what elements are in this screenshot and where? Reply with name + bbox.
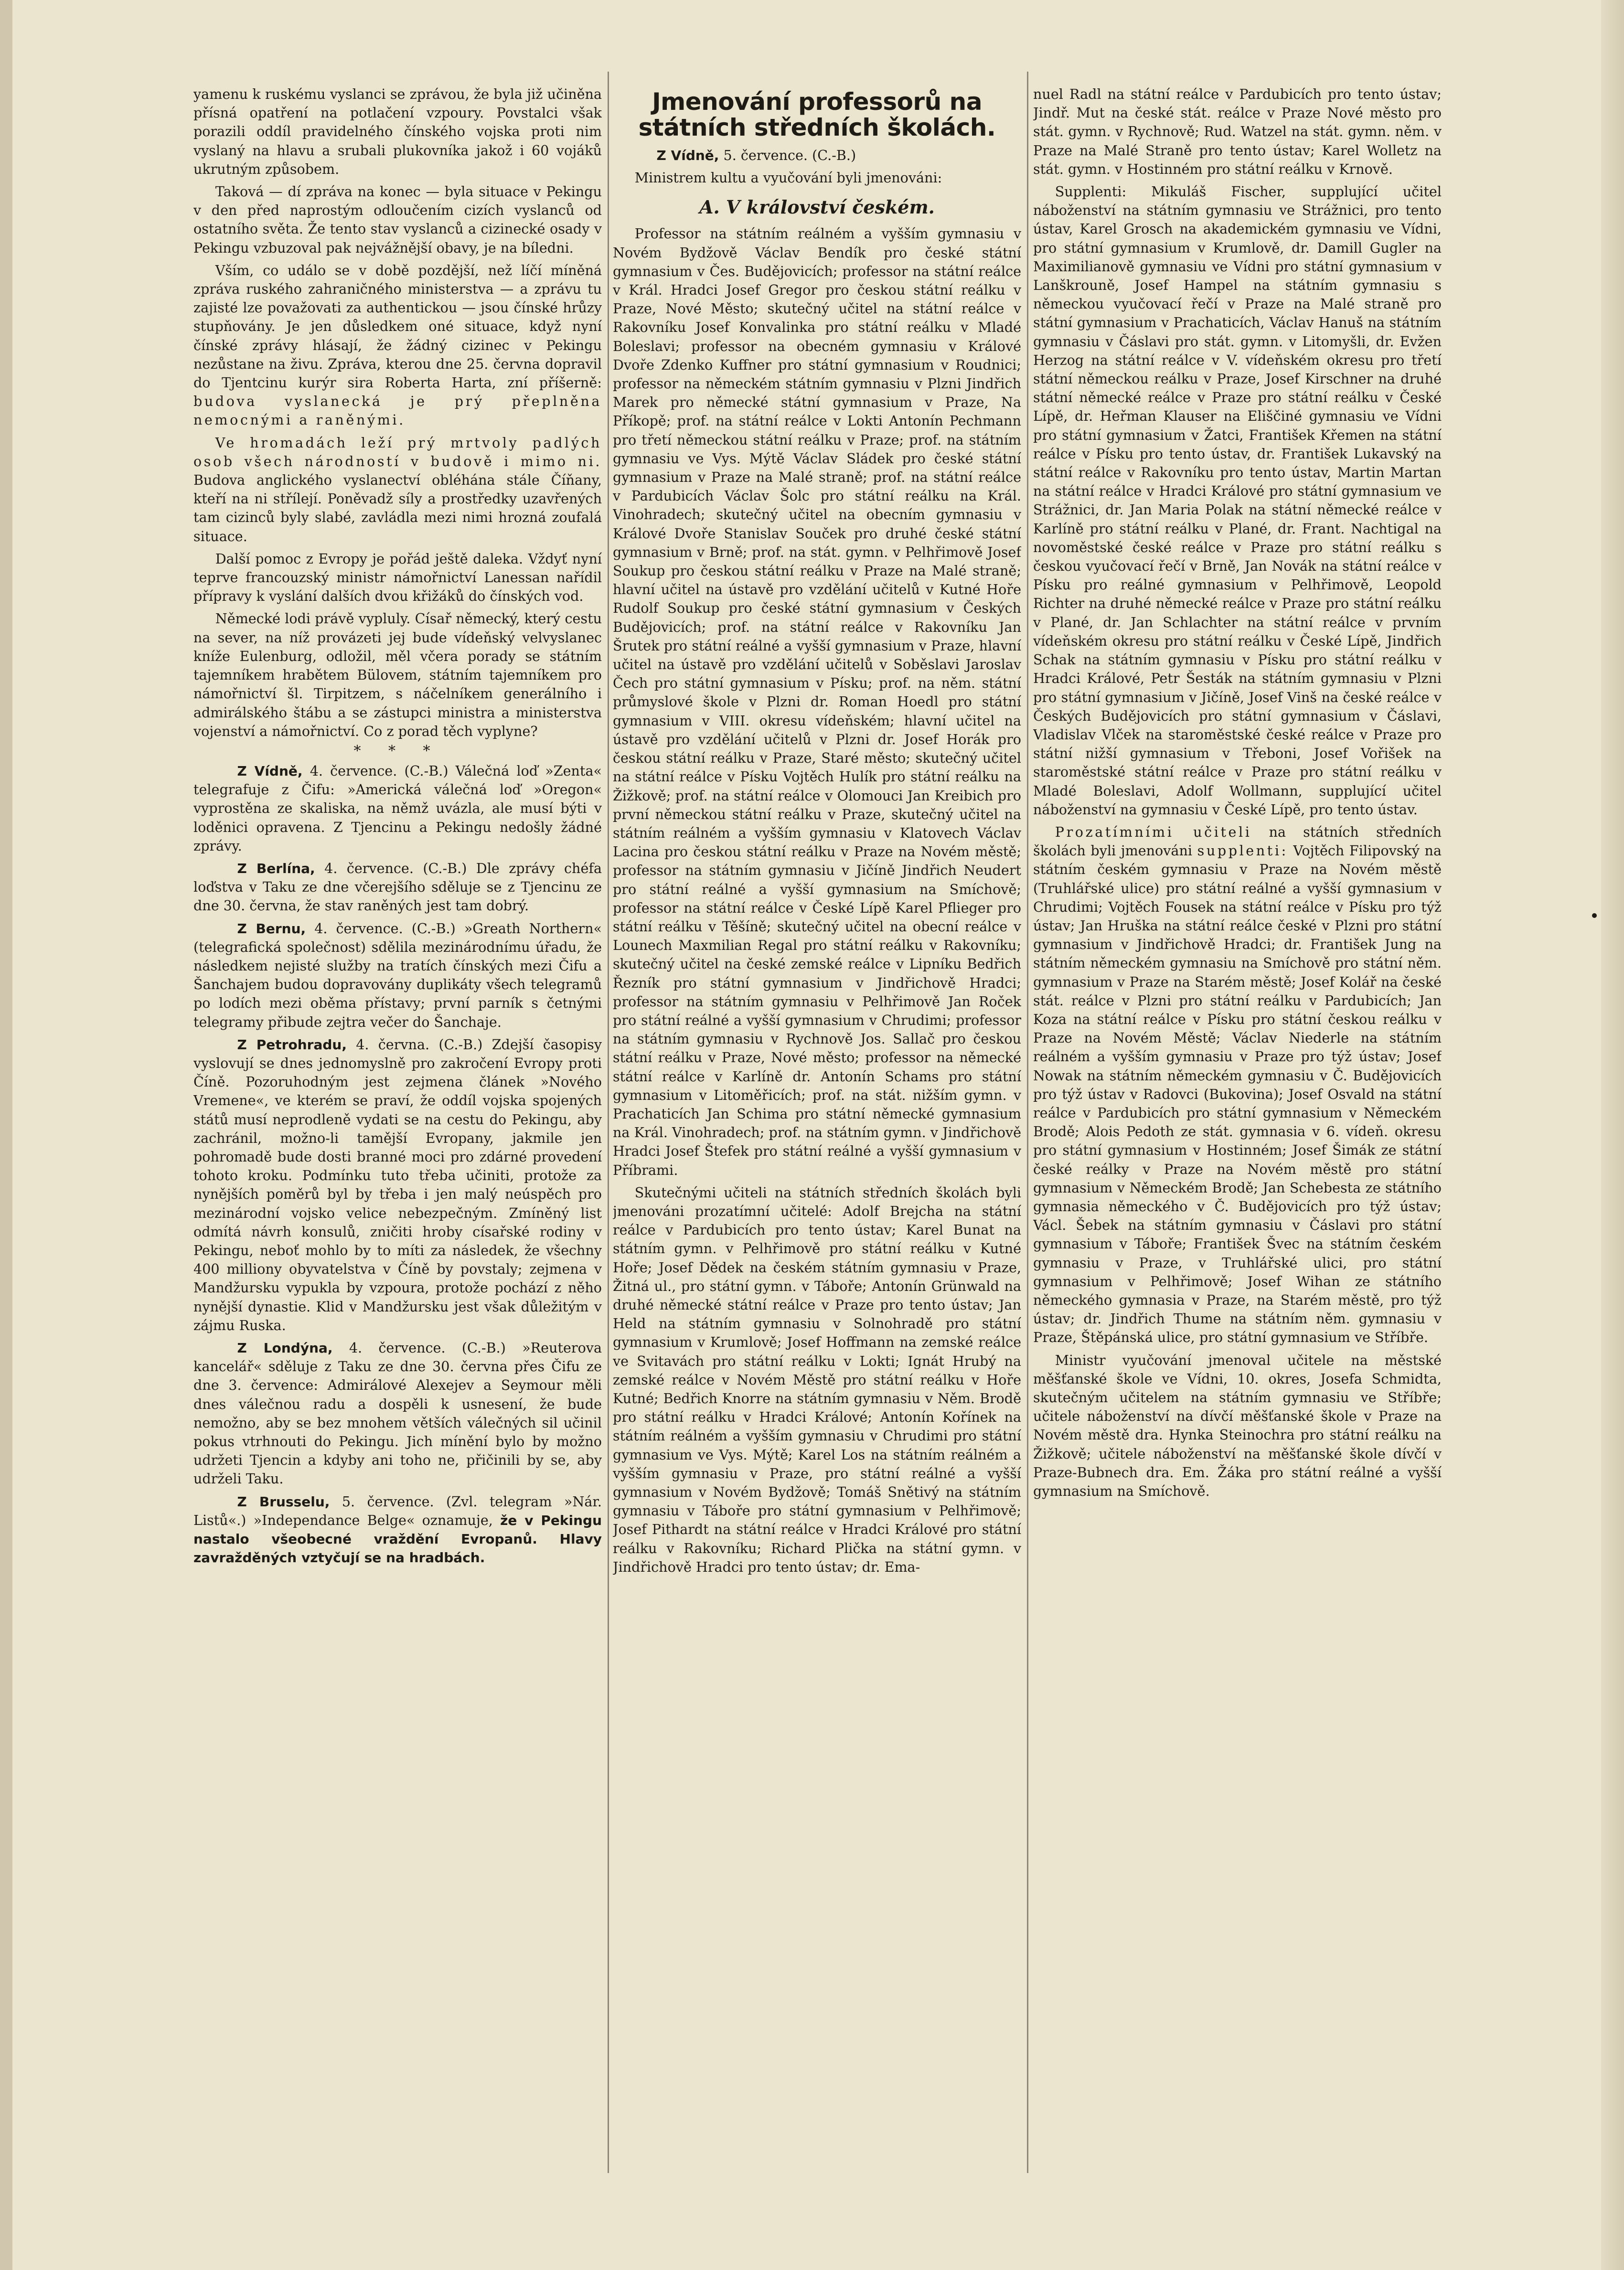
page-mark	[1592, 913, 1597, 918]
col1-paragraph-2: Taková — dí zpráva na konec — byla situace v Pekingu v den před naprostým odloučením cizích vyslanců od ostatního světa. Že tento stav vyslanců a cizinecké osady v Pekingu vzbuzoval pak nejvážnější obavy, je na bíledni.	[193, 183, 602, 256]
dispatch-petersburg	[193, 1035, 602, 1335]
col1-paragraph-6: Německé lodi právě vypluly. Císař německý, který cestu na sever, na níž provázeti jej bude vídeňský velvyslanec kníže Eulenburg, odložil, měl včera porady se státním tajemníkem hrabětem Bülovem, státním tajemníkem pro námořnictví šl. Tirpitzem, s náčelníkem generálního i admirálského štábu a se zástupci ministra a ministerstva vojenství a námořnictví. Co z porad těch vyplyne?	[193, 610, 602, 739]
article-dateline-text: 5. července. (C.-B.)	[719, 147, 856, 163]
dispatch-brussels-place: Z Brusselu,	[237, 1493, 330, 1510]
col2-paragraph-2: Skutečnými učiteli na státních středních školách byli jmenováni prozatímní učitelé: Adolf Brejcha na státní reálce v Pardubicích pro tento ústav; Karel Bunat na státním gymn. v Pelhřimově pro státní reálku v Kutné Hoře; Josef Dědek na českém státním gymnasiu v Praze, Žitná ul., pro státní gymn. v Táboře; Antonín Grünwald na druhé německé státní reálce v Praze pro tento ústav; Jan Held na státním gymnasiu v Solnohradě pro státní gymnasium v Krumlově; Josef Hoffmann na zemské reálce ve Svitavách pro státní reálku v Lokti; Ignát Hrubý na zemské reálce v Novém Městě pro státní reálku v Hoře Kutné; Bedřich Knorre na státním gymnasiu v Něm. Brodě pro státní reálku v Hradci Králové; Antonín Kořínek na státním reálném a vyšším gymnasiu v Chrudimi pro státní gymnasium ve Vys. Mýtě; Karel Los na státním reálném a vyšším gymnasiu v Praze, pro státní reálné a vyšší gymnasium v Novém Bydžově; Tomáš Snětivý na státním gymnasiu v Táboře pro státní gymnasium v Pelhřimově; Josef Pithardt na státní reálce v Hradci Králové pro státní reálku v Rakovníku; Richard Plička na státní gymn. v Jindřichově Hradci pro tento ústav; dr. Ema-	[613, 1184, 1021, 1575]
column-rule-2	[1027, 72, 1028, 2173]
col3-p3-spaced-a: Prozatímními učiteli	[1055, 823, 1252, 840]
col2-paragraph-1: Professor na státním reálném a vyšším gymnasiu v Novém Bydžově Václav Bendík pro české státní gymnasium v Čes. Budějovicích; professor na státní reálce v Král. Hradci Josef Gregor pro českou státní reálku v Praze, Nové Město; skutečný učitel na státní reálce v Rakovníku Josef Konvalinka pro státní reálku v Mladé Boleslavi; professor na obecném gymnasiu v Králové Dvoře Zdenko Kuffner pro státní gymnasium v Roudnici; professor na německém státním gymnasiu v Plzni Jindřich Marek pro německé státní gymnasium v Praze, Na Příkopě; prof. na státní reálce v Lokti Antonín Pechmann pro třetí německou státní reálku v Praze; prof. na státním gymnasiu ve Vys. Mýtě Václav Sládek pro české státní gymnasium v Praze na Malé straně; prof. na státní reálce v Pardubicích Václav Šolc pro státní reálku na Král. Vinohradech; skutečný učitel na obecním gymnasiu v Králové Dvoře Stanislav Souček pro druhé české státní gymnasium v Brně; prof. na stát. gymn. v Pelhřimově Josef Soukup pro českou státní reálku v Praze na Malé straně; hlavní učitel na ústavě pro vzdělání učitelů v Kutné Hoře Rudolf Soukup pro české státní gymnasium v Českých Budějovicích; prof. na státní reálce v Rakovníku Jan Šrutek pro státní reálné a vyšší gymnasium v Praze, hlavní učitel na ústavě pro vzdělání učitelů v Soběslavi Jaroslav Čech pro státní gymnasium v Písku; prof. na něm. státní průmyslové škole v Plzni dr. Roman Hoedl pro státní gymnasium v VIII. okresu vídeňském; hlavní učitel na ústavě pro vzdělání učitelů v Plzni dr. Josef Horák pro českou státní reálku v Praze, Staré město; skutečný učitel na státní reálce v Písku Vojtěch Hulík pro státní reálku na Žižkově; prof. na státní reálce v Olomouci Jan Kreibich pro první německou státní reálku v Praze, skutečný učitel na státním reálném a vyšším gymnasiu v Klatovech Václav Lacina pro českou státní reálku v Praze na Novém městě; professor na státním gymnasiu v Jičíně Jindřich Neudert pro státní reálné a vyšší gymnasium na Smíchově; professor na státní reálce v České Lípě Karel Pflieger pro státní reálku v Těšíně; skutečný učitel na obecní reálce v Lounech Maxmilian Regal pro státní reálku v Rakovníku; skutečný učitel na české zemské reálce v Lipníku Bedřich Řezník pro státní gymnasium v Jindřichově Hradci; professor na státním gymnasiu v Pelhřimově Jan Roček pro státní reálné a vyšší gymnasium v Chrudimi; professor na státním gymnasiu v Rychnově Jos. Sallač pro českou státní reálku v Praze, Nové město; professor na německé státní reálce v Karlíně dr. Antonín Schams pro státní gymnasium v Litoměřicích; prof. na stát. nižším gymn. v Prachaticích Jan Schima pro státní německé gymnasium na Král. Vinohradech; prof. na státním gymn. v Jindřichově Hradci Josef Štefek pro státní reálné a vyšší gymnasium v Příbrami.	[613, 225, 1021, 1178]
dispatch-berlin	[193, 859, 602, 916]
col3-paragraph-2: Supplenti: Mikuláš Fischer, supplující učitel náboženství na státním gymnasiu ve Strážnici, pro tento ústav, Karel Grosch na akademickém gymnasiu ve Vídni, pro státní gymnasium v Krumlově, dr. Damill Gugler na Maximilianově gymnasiu ve Vídni pro státní gymnasium v Lanškrouně, Josef Hampel na státním gymnasiu s německou vyučovací řečí v Praze na Malé straně pro státní gymnasium v Prachaticích, Václav Hanuš na státním gymnasiu v Čáslavi pro stát. gymn. v Litomyšli, dr. Evžen Herzog na státní reálce v V. vídeňském okresu pro třetí státní německou reálku v Praze, Josef Kirschner na druhé státní německé reálce v Praze pro státní reálku v České Lípě, dr. Heřman Klauser na Eliščiné gymnasiu ve Vídni pro státní gymnasium v Žatci, František Křemen na státní reálce v Písku pro tento ústav, dr. František Lukavský na státní reálce v Rakovníku pro tento ústav, Martin Martan na státní reálce v Hradci Králové pro státní gymnasium ve Strážnici, dr. Jan Maria Polak na státní německé reálce v Karlíně pro státní reálku v Plané, dr. Frant. Nachtigal na novoměstské české reálce v Praze pro státní reálku s českou vyučovací řečí v Brně, Jan Novák na státní reálce v Písku pro reálné gymnasium v Pelhřimově, Leopold Richter na druhé německé reálce v Praze pro státní reálku v Plané, dr. Jan Schlachter na státní reálce v prvním vídeňském okresu pro státní reálku v České Lípě, Jindřich Schak na státním gymnasiu v Písku pro státní reálku v Hradci Králové, Petr Šesták na státním gymnasiu v Plzni pro státní gymnasium v Jičíně, Josef Vinš na české reálce v Českých Budějovicích pro státní gymnasium v Čáslavi, Vladislav Vlček na staroměstské české reálce v Praze pro státní nižší gymnasium v Třeboni, Josef Vořišek na staroměstské státní reálce v Praze pro státní reálku v Mladé Boleslavi, Adolf Wollmann, supplující učitel náboženství na gymnasiu v České Lípě, pro tento ústav.	[1033, 183, 1442, 818]
dispatch-vienna-place: Z Vídně,	[237, 763, 303, 779]
article-intro: Ministrem kultu a vyučování byli jmenováni:	[634, 170, 942, 186]
dispatch-berlin-text: 4. července. (C.-B.) Dle zprávy chéfa loďstva v Taku ze dne včerejšího sděluje se z Tjencinu ze dne 30. června, že stav raněných jest tam dobrý.	[193, 860, 602, 914]
asterism: * * *	[353, 742, 442, 759]
col1-p3-text: Vším, co událo se v době pozdější, než líčí míněná zpráva ruského zahraničného ministerstva — a zprávu tu zajisté lze považovati za authentickou — jsou čínské hrůzy stupňovány. Je jen důsledkem oné situace, když nyní čínské zprávy hlásají, že žádný cizinec v Pekingu nezůstane na živu. Zpráva, kterou dne 25. června dopravil do Tjentcinu kurýr sira Roberta Harta, zní příšerně:	[193, 262, 602, 391]
col1-p3-spaced: budova vyslanecká je prý přeplněna nemocnými a raněnými.	[193, 393, 602, 428]
dispatch-vienna-text: 4. července. (C.-B.) Válečná loď »Zenta« telegrafuje z Čifu: »Americká válečná loď »Oregon« vyprostěna ze skaliska, na němž uvázla, ale musí býti v loděnici opravena. Z Tjencinu a Pekingu nedošly žádné zprávy.	[193, 762, 602, 854]
dispatch-london-text: 4. července. (C.-B.) »Reuterova kancelář« sděluje z Taku ze dne 30. června přes Čifu ze dne 3. července: Admirálové Alexejev a Seymour měli dnes válečnou radu a dospěli k usnesení, že bude nemožno, aby se bez mnohem větších válečných sil učinil pokus vtrhnouti do Pekingu. Jich mínění bylo by možno udržeti Tjencin a kdyby ani toho ne, přičinili by se, aby udrželi Taku.	[193, 1340, 602, 1487]
dispatch-london	[193, 1339, 602, 1489]
dispatch-petersburg-text: 4. června. (C.-B.) Zdejší časopisy vyslovují se dnes jednomyslně pro zakročení Evropy proti Číně. Pozoruhodným jest zejmena článek »Nového Vremene«, ve kterém se praví, že oddíl vojska spojených států musí neprodleně vydati se na cestu do Pekingu, aby zachránil, možno-li tamější Evropany, jakmile jen pohromadě bude dosti branné moci pro zdárné provedení tohoto kroku. Podmínku tuto třeba učiniti, protože za nynějších poměrů byl by třeba i jen malý neúspěch pro mezinárodní vojsko velice nebezpečným. Zmíněný list odmítá návrh konsulů, zničiti hroby císařské rodiny v Pekingu, neboť mohlo by to míti za následek, že všechny 400 milliony obyvatelstva v Číně by povstaly; zejmena v Mandžursku vypukla by vzpoura, protože pochází z něho nynější dynastie. Klid v Mandžursku jest však důležitým v zájmu Ruska.	[193, 1036, 602, 1333]
col3-p3-text-d: Vojtěch Filipovský na státním českém gymnasiu v Praze na Novém městě (Truhlářské ulice) pro státní reálné a vyšší gymnasium v Chrudimi; Vojtěch Fousek na státní reálce v Písku pro týž ústav; Jan Hruška na státní reálce české v Plzni pro státní gymnasium v Jindřichově Hradci; dr. František Jung na státním německém gymnasiu na Smíchově pro státní něm. gymnasium v Praze na Starém městě; Josef Kolář na české stát. reálce v Plzni pro státní reálku v Pardubicích; Jan Koza na státní reálce v Písku pro státní českou reálku v Praze na Novém Městě; Václav Niederle na státním reálném a vyšším gymnasiu v Praze pro týž ústav; Josef Nowak na státním německém gymnasiu v Č. Budějovicích pro týž ústav v Radovci (Bukovina); Josef Osvald na státní reálce v Pardubicích pro státní gymnasium v Německém Brodě; Alois Pedoth ze stát. gymnasia v 6. vídeň. okresu pro státní gymnasium v Hostinném; Josef Šimák ze státní české reálky v Praze na Novém městě pro státní gymnasium v Německém Brodě; Jan Schebesta ze státního gymnasia německého v Č. Budějovicích pro týž ústav; Václ. Šebek na státním gymnasiu v Čáslavi pro státní gymnasium v Táboře; František Švec na státním českém gymnasiu v Praze, v Truhlářské ulici, pro státní gymnasium v Pelhřimově; Josef Wihan ze státního německého gymnasia v Praze, na Starém městě, pro týž ústav; dr. Jindřich Thume na státním něm. gymnasiu v Praze, Štěpánská ulice, pro státní gymnasium ve Stříbře.	[1033, 842, 1442, 1346]
dispatch-bern	[193, 919, 602, 1032]
col3-paragraph-3	[1033, 823, 1442, 1347]
dispatch-bern-place: Z Bernu,	[237, 920, 306, 937]
dispatch-petersburg-place: Z Petrohradu,	[237, 1036, 347, 1053]
col3-p3-text-b: na státních středních školách byli jmenováni	[1033, 823, 1442, 859]
col1-p4-spaced: Ve hromadách leží prý mrtvoly padlých osob všech národností v budově i mimo ni.	[193, 434, 602, 469]
col1-paragraph-3	[193, 261, 602, 430]
dispatch-london-place: Z Londýna,	[237, 1340, 333, 1356]
dispatch-brussels	[193, 1492, 602, 1567]
page-right-edge	[1601, 0, 1624, 2270]
dispatch-brussels-bold: že v Pekingu nastalo všeobecné vraždění Evropanů. Hlavy zavražděných vztyčují se na hradbách.	[193, 1512, 602, 1566]
column-2	[613, 85, 1021, 2182]
col3-p3-spaced-c: supplenti:	[1197, 842, 1288, 859]
dispatch-brussels-text: 5. července. (Zvl. telegram »Nár. Listů«.) »Independance Belge« oznamuje,	[193, 1493, 602, 1528]
article-dateline-place: Z Vídně,	[656, 148, 719, 163]
dispatch-bern-text: 4. července. (C.-B.) »Greath Northern« (telegrafická společnost) sdělila mezinárodnímu úřadu, že následkem nejisté služby na tratích čínských mezi Čifu a Šanchajem budou dopravovány duplikáty všech telegramů po lodích mezi oběma přístavy; první parník s četnými telegramy přibude zejtra večer do Šanchaje.	[193, 920, 602, 1030]
page-left-edge	[0, 0, 12, 2270]
col1-p4-text: Budova anglického vyslanectví obléhána stále Číňany, kteří na ni střílejí. Poněvadž síly a prostředky uzavřených tam cizinců byly slabé, zavládla mezi nimi hrozná zoufalá situace.	[193, 472, 602, 544]
article-headline: Jmenování professorů na státních středních školách.	[638, 88, 996, 141]
col1-paragraph-5: Další pomoc z Evropy je pořád ještě daleka. Vždyť nyní teprve francouzský ministr námořnictví Lanessan nařídil přípravy k vyslání dalších dvou křižáků do čínských vod.	[193, 550, 602, 605]
col3-paragraph-4: Ministr vyučování jmenoval učitele na městské měšťanské škole ve Vídni, 10. okres, Josefa Schmidta, skutečným učitelem na státním gymnasiu ve Stříbře; učitele náboženství na dívčí měšťanské škole v Praze na Novém městě dra. Hynka Steinochra pro státní reálku na Žižkově; učitele náboženství na měšťanské škole dívčí v Praze-Bubnech dra. Em. Žáka pro státní reálné a vyšší gymnasium na Smíchově.	[1033, 1352, 1442, 1500]
dispatch-vienna	[193, 762, 602, 855]
col1-paragraph-1: yamenu k ruskému vyslanci se zprávou, že byla již učiněna přísná opatření na potlačení vzpoury. Povstalci však porazili oddíl pravidelného čínského vojska proti nim vyslaný na hlavu a srubali plukovníka jakož i 60 vojáků ukrutným způsobem.	[193, 86, 602, 177]
column-rule-1	[608, 72, 609, 2173]
column-1	[193, 85, 602, 2182]
col3-paragraph-1: nuel Radl na státní reálce v Pardubicích pro tento ústav; Jindř. Mut na české stát. reálce v Praze Nové město pro stát. gymn. v Rychnově; Rud. Watzel na stát. gymn. něm. v Praze na Malé Straně pro tento ústav; Karel Wolletz na stát. gymn. v Hostinném pro státní reálku v Krnově.	[1033, 86, 1442, 177]
column-3	[1033, 85, 1442, 2182]
article-dateline	[613, 146, 1021, 165]
col1-paragraph-4	[193, 434, 602, 546]
dispatch-berlin-place: Z Berlína,	[237, 860, 315, 876]
section-heading: A. V království českém.	[699, 196, 935, 218]
